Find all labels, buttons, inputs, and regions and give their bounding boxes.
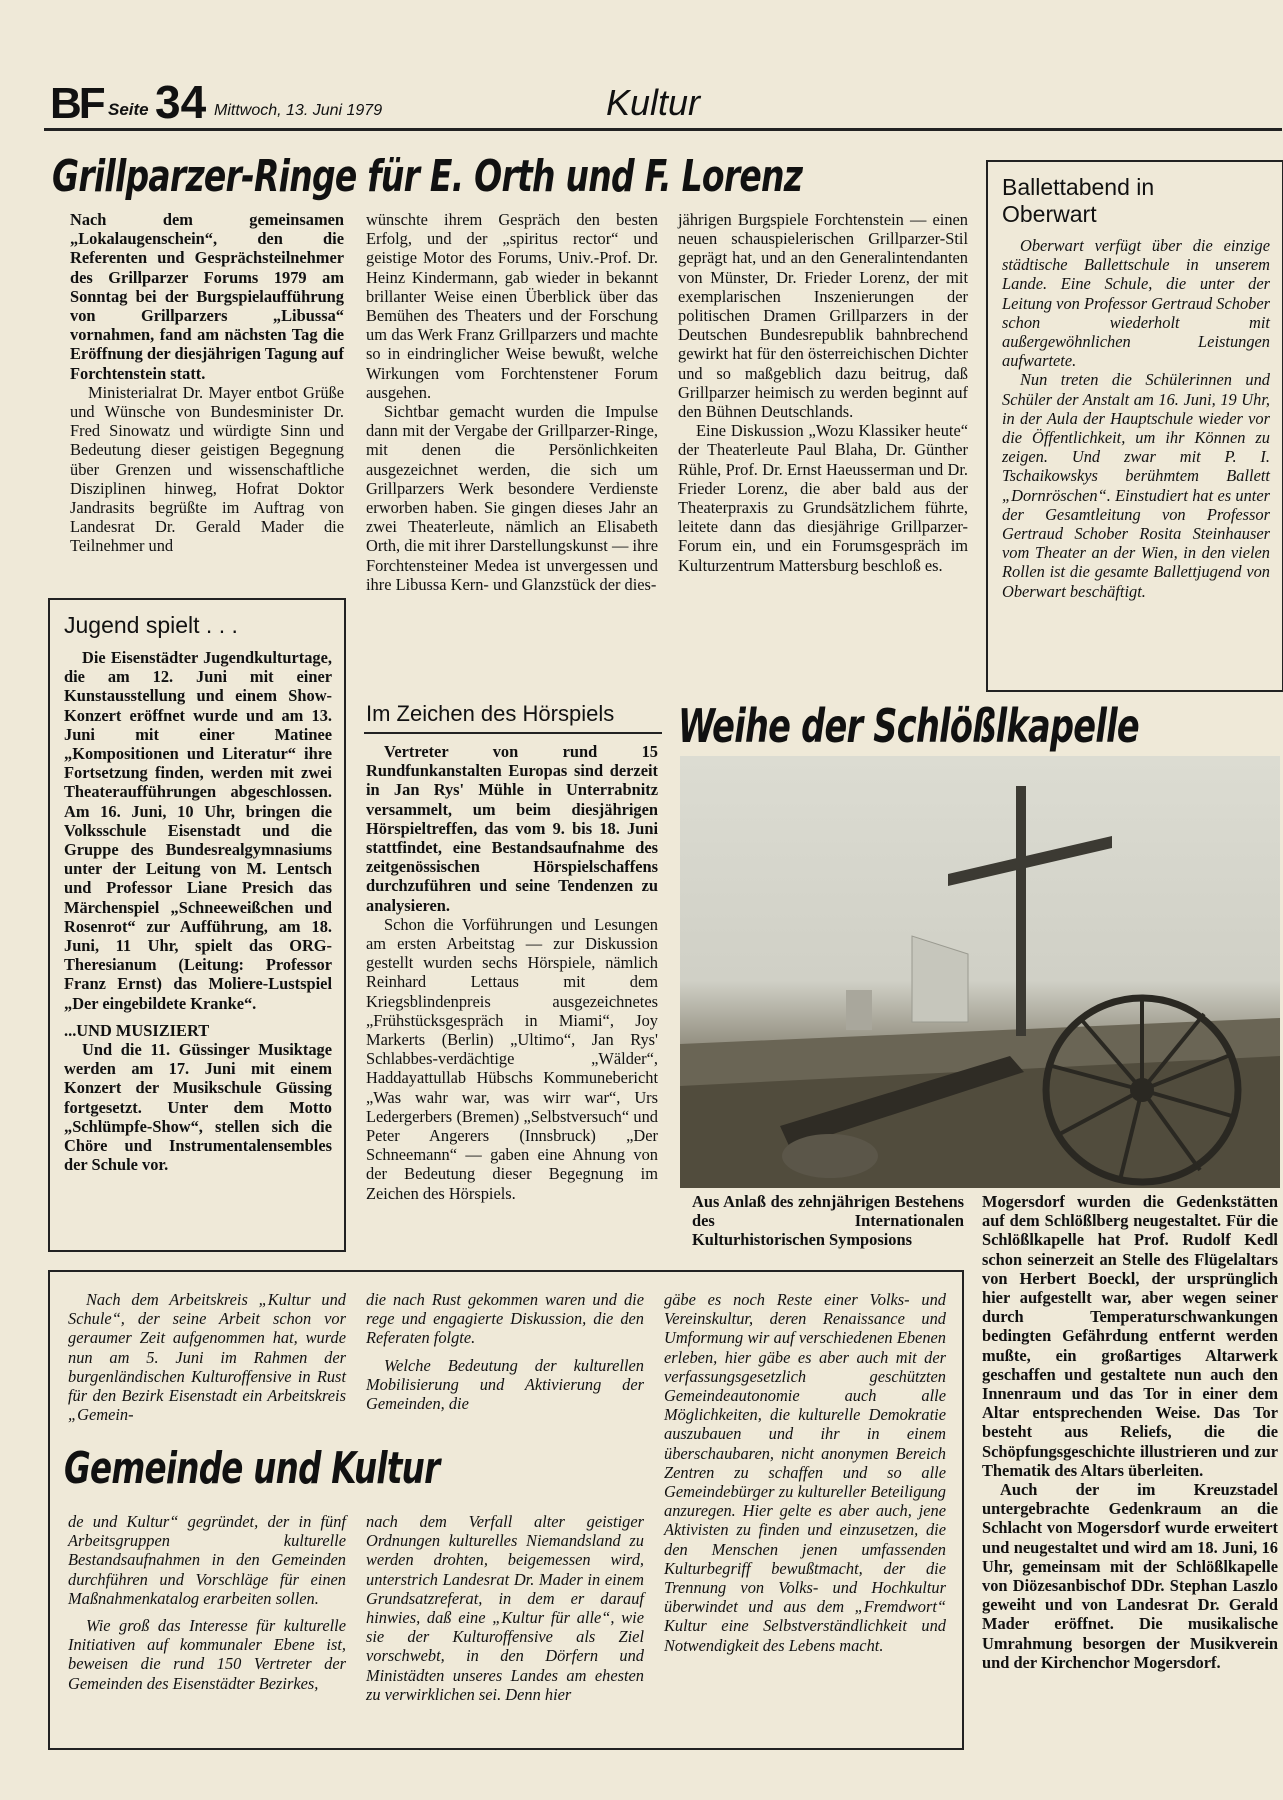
gemeinde-bottom1: de und Kultur“ gegründet, der in fünf Arbeitsgruppen kulturelle Bestandsaufnahmen in den Gemeinden durchführen und Vorschläge für einen Maßnahmenkatalog erarbeiten sollen. (68, 1512, 346, 1608)
ballett-box (986, 160, 1283, 692)
gemeinde-bottom-col1 (68, 1512, 346, 1693)
seite-label: Seite (108, 100, 149, 119)
gemeinde-bottom-col2: nach dem Verfall alter geistiger Ordnungen kulturelles Niemandsland zu werden drohten, beigemessen wird, unterstrich Landesrat Dr. Mader in einem Grundsatzreferat, in dem er darauf hinwies, daß eine „Kultur für alle“, wie sie der Kulturoffensive als Ziel vorschwebt, in den Dörfern und Ministädten unseres Landes am ehesten zu verwirklichen sei. Denn hier (366, 1512, 644, 1704)
page-number: 34 (155, 76, 207, 128)
gemeinde-top-col1: Nach dem Arbeitskreis „Kultur und Schule“, der seine Arbeit schon vor geraumer Zeit aufgenommen hat, wurde nun am 5. Juni im Rahmen der burgenländischen Kulturoffensive in Rust für den Bezirk Eisenstadt ein Arbeitskreis „Gemein- (68, 1290, 346, 1425)
main-col-2 (366, 210, 658, 594)
section-title: Kultur (606, 82, 701, 123)
main-col2-para2: Sichtbar gemacht wurden die Impulse dann mit der Vergabe der Grillparzer-Ringe, mit denen die Persönlichkeiten ausgezeichnet werden, die sich um Grillparzers Werk besondere Verdienste erworben haben. Sie gingen dieses Jahr an zwei Theaterleute, nämlich an Elisabeth Orth, die mit ihrer Darstellungskunst — ihre Forchtensteiner Medea ist unvergessen und ihre Libussa Kern- und Glanzstück der dies- (366, 402, 658, 594)
jugend-text (64, 648, 332, 1174)
main-col1-para: Ministerialrat Dr. Mayer entbot Grüße und Wünsche von Bundesminister Dr. Fred Sinowatz und würdigte Sinn und Bedeutung dieser geistigen Begegnung über Grenzen und wissenschaftliche Disziplinen hinweg, Hofrat Doktor Jandrasits begrüßte im Auftrag von Landesrat Dr. Gerald Mader die Teilnehmer und (70, 382, 344, 556)
ballett-title: Ballettabend in Oberwart (1002, 174, 1155, 227)
hoerspiel-body: Schon die Vorführungen und Lesungen am ersten Arbeitstag — zur Diskussion gestellt wurden sechs Hörspiele, nämlich Reinhard Lettaus mit dem Kriegsblindenpreis ausgezeichnetes „Frühstücksgespräch in Miami“, Joy Markerts (Berlin) „Ultimo“, Jan Rys' Schlabbes-verdächtige „Wälder“, Haddayattullab Hübschs Kommunebericht „Was wahr war, was wirr war“, Urs Ledergerbers (Bremen) „Selbstversuch“ und Peter Angerers (Innsbruck) „Der Schneemann“ — gaben eine Ahnung von der Bedeutung dieser Begegnung im Zeichen des Hörspiels. (366, 914, 658, 1203)
gemeinde-top2: die nach Rust gekommen waren und die rege und engagierte Diskussion, die den Referaten folgte. (366, 1290, 644, 1348)
issue-date: Mittwoch, 13. Juni 1979 (214, 102, 383, 119)
masthead-logo: BF (50, 79, 103, 128)
cross-cannon-illustration (680, 756, 1280, 1188)
chapel-photo (680, 756, 1280, 1188)
ballett-text (1002, 236, 1270, 601)
jugend-para2: Und die 11. Güssinger Musiktage werden am 17. Juni mit einem Konzert der Musikschule Güssing fortgesetzt. Unter dem Motto „Schlümpfe-Show“, stellen sich die Chöre und Instrumentalensembles der Schule vor. (64, 1040, 332, 1175)
main-col3-para1: jährigen Burgspiele Forchtenstein — einen neuen schauspielerischen Grillparzer-Stil geprägt hat, und an den Generalintendanten von Münster, Dr. Frieder Lorenz, der mit exemplarischen Inszenierungen der politischen Dramen Grillparzers in der Deutschen Bundesrepublik bahnbrechend gewirkt hat für den österreichischen Dichter und so maßgeblich dazu beitrug, daß Grillparzer heimisch zu werden beginnt auf den Bühnen Deutschlands. (678, 210, 968, 422)
main-col1-lead: Nach dem gemeinsamen „Lokalaugenschein“, den die Referenten und Gesprächsteilnehmer des Grillparzer Forums 1979 am Sonntag bei der Burgspielaufführung von Grillparzers „Libussa“ vornahmen, fand am nächsten Tag die Eröffnung der diesjährigen Tagung auf Forchtenstein statt. (70, 210, 344, 383)
gemeinde-top2b: Welche Bedeutung der kulturellen Mobilisierung und Aktivierung der Gemeinden, die (366, 1355, 644, 1414)
weihe-body2: Auch der im Kreuzstadel untergebrachte Gedenkraum an die Schlacht von Mogersdorf wurde erweitert und neugestaltet und wird am 18. Juni, 16 Uhr, gemeinsam mit der Schlößlkapelle von Diözesanbischof DDr. Stephan Laszlo geweiht und von Landesrat Dr. Gerald Mader eröffnet. Die musikalische Umrahmung besorgen der Musikverein und der Kirchenchor Mogersdorf. (982, 1480, 1278, 1672)
gemeinde-headline: Gemeinde und Kultur (64, 1443, 440, 1494)
hoerspiel-rule (364, 732, 662, 734)
main-col3-para2: Eine Diskussion „Wozu Klassiker heute“ der Theaterleute Paul Blaha, Dr. Günther Rühle, Prof. Dr. Ernst Haeusserman und Dr. Frieder Lorenz, die aber bald aus der Theaterpraxis zu Grundsätzlichem führte, leitete dann das diesjährige Grillparzer-Forum ein, und ein Forumsgespräch im Kulturzentrum Mattersburg beschloß es. (678, 421, 968, 575)
jugend-box (48, 598, 346, 1252)
jugend-title: Jugend spielt . . . (64, 612, 238, 638)
weihe-body: Mogersdorf wurden die Gedenkstätten auf dem Schlößlberg neugestaltet. Für die Schlößlkapelle hat Prof. Rudolf Kedl schon seinerzeit an Stelle des Flügelaltars von Herbert Boeckl, der ursprünglich hier aufgestellt war, aber wegen seiner durch Temperaturschwankungen bedingten Gefährdung entfernt werden mußte, ein großartiges Altarwerk geschaffen und gestaltete nun auch den Innenraum und das Tor in einer dem Altar entsprechenden Weise. Das Tor besteht aus Reliefs, die die Schöpfungsgeschichte illustrieren und zur Thematik des Altars überleiten. (982, 1192, 1278, 1480)
jugend-subhead: ...UND MUSIZIERT (64, 1020, 210, 1040)
main-headline: Grillparzer-Ringe für E. Orth und F. Lorenz (52, 151, 803, 202)
hoerspiel-lead: Vertreter von rund 15 Rundfunkanstalten Europas sind derzeit in Jan Rys' Mühle in Unterrabnitz versammelt, um beim diesjährigen Hörspieltreffen, das vom 9. bis 18. Juni stattfindet, eine Bestandsaufnahme des zeitgenössischen Hörspielschaffens durchzuführen und seine Tendenzen zu analysieren. (366, 742, 658, 915)
ballett-para2: Nun treten die Schülerinnen und Schüler der Anstalt am 16. Juni, 19 Uhr, in der Aula der Hauptschule wieder vor die Öffentlichkeit, um ihr Können zu zeigen. Und zwar mit P. I. Tschaikowskys berühmtem Ballett „Dornröschen“. Einstudiert hat es unter der Gesamtleitung von Professor Gertraud Schober Rosita Steinhauser vom Theater an der Wien, in den vielen Rollen ist die gesamte Ballettjugend von Oberwart beschäftigt. (1002, 370, 1270, 601)
hoerspiel-text (366, 742, 658, 1203)
main-col2-para1: wünschte ihrem Gespräch den besten Erfolg, und der „spiritus rector“ und geistige Motor des Forums, Univ.-Prof. Dr. Heinz Kindermann, gab wieder in bekannt brillanter Weise einen Überblick über das Bemühen des Theaters und der Forschung um das Werk Franz Grillparzers und machte so in eindringlicher Weise bewußt, welche Wirkungen vom Forchtenstener Forum ausgehen. (366, 210, 658, 402)
main-col-1 (70, 210, 344, 556)
main-col-3 (678, 210, 968, 575)
gemeinde-box (48, 1270, 964, 1750)
photo-caption: Aus Anlaß des zehnjährigen Bestehens des Internationalen Kulturhistorischen Symposions (692, 1192, 964, 1250)
gemeinde-col3: gäbe es noch Reste einer Volks- und Vereinskultur, deren Renaissance und Umformung wir auf verschiedenen Ebenen erleben, hier gäbe es aber auch mit der verfassungsgesetzlich geschützten Gemeindeautonomie auch alle Möglichkeiten, die kulturelle Demokratie auszubauen und ihr in einem überschaubaren, nicht anonymen Bereich Zentren zu schaffen und so alle Gemeindebürger zu kultureller Beteiligung anzuregen. Hier gelte es aber auch, jene Aktivisten zu finden und einzusetzen, die den Menschen jenen umfassenden Kulturbegriff bewußtmacht, der die Trennung von Volks- und Hochkultur überwindet und aus dem „Fremdwort“ Kultur eine Selbstverständlichkeit und Notwendigkeit des Lebens macht. (664, 1290, 946, 1655)
gemeinde-top-col2 (366, 1290, 644, 1413)
gemeinde-bottom1b: Wie groß das Interesse für kulturelle Initiativen auf kommunaler Ebene ist, beweisen die rund 150 Vertreter der Gemeinden des Eisenstädter Bezirkes, (68, 1616, 346, 1693)
jugend-para: Die Eisenstädter Jugendkulturtage, die am 12. Juni mit einer Kunstausstellung und einem Show-Konzert eröffnet wurde und am 13. Juni mit einer Matinee „Kompositionen und Literatur“ ihre Fortsetzung finden, werden mit zwei Theateraufführungen abgeschlossen. Am 16. Juni, 10 Uhr, bringen die Volksschule Eisenstadt und die Gruppe des Bundesrealgymnasiums unter der Leitung von M. Lentsch und Professor Liane Presich das Märchenspiel „Schneeweißchen und Rosenrot“ zur Aufführung, am 18. Juni, 11 Uhr, spielt das ORG-Theresianum (Leitung: Professor Franz Ernst) das Moliere-Lustspiel „Der eingebildete Kranke“. (64, 648, 332, 1013)
header-rule (44, 128, 1282, 131)
hoerspiel-title: Im Zeichen des Hörspiels (366, 701, 615, 726)
weihe-headline: Weihe der Schlößlkapelle (678, 699, 1139, 753)
ballett-para1: Oberwart verfügt über die einzige städtische Ballettschule in unserem Lande. Eine Schule, die unter der Leitung von Professor Gertraud Schober schon wiederholt mit außergewöhnlichen Leistungen aufwartete. (1002, 236, 1270, 371)
weihe-text (982, 1192, 1278, 1672)
